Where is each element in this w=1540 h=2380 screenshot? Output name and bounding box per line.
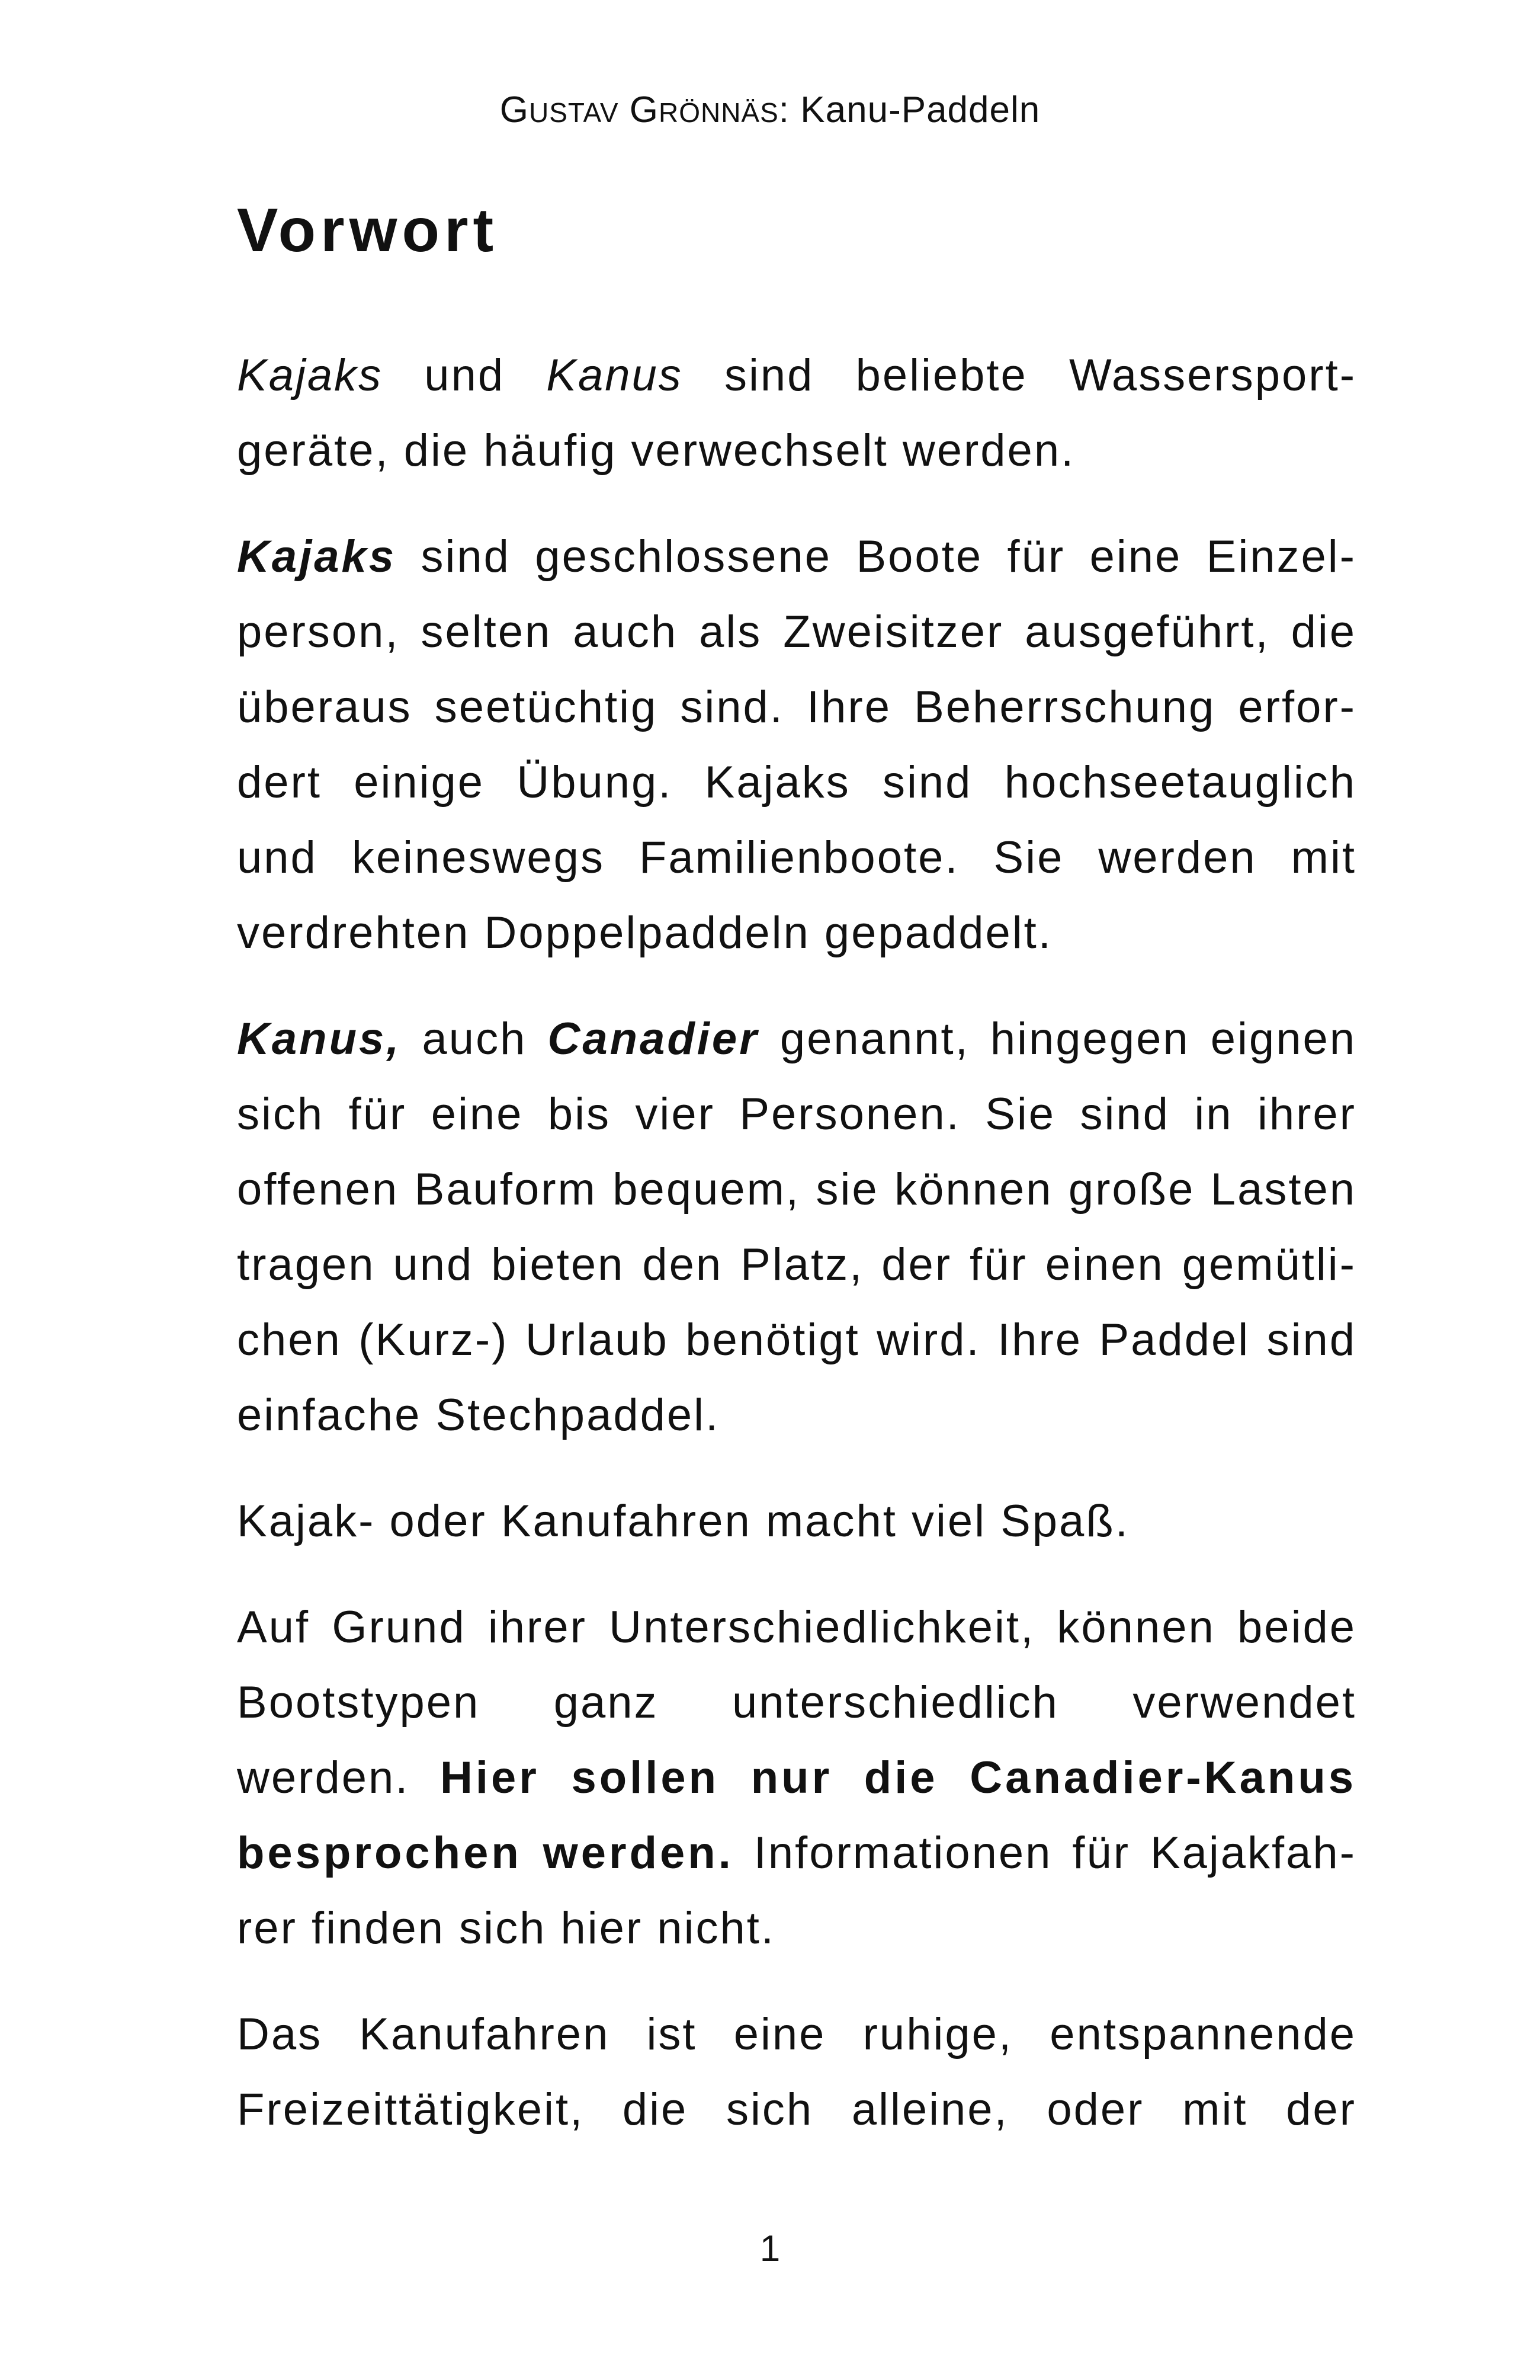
header-separator: : <box>778 89 790 130</box>
text-fragment: Informationen für Kajakfah- <box>733 1828 1356 1878</box>
page-number: 1 <box>759 2228 781 2269</box>
paragraph-3 <box>237 1001 1356 1453</box>
term-kanus: Kanus <box>546 350 683 401</box>
text-line: offenen Bauform bequem, sie können große Lasten <box>237 1164 1356 1215</box>
chapter-title: Vorwort <box>237 196 499 265</box>
emphasis-bold: besprochen werden. <box>237 1828 734 1878</box>
text-line: geräte, die häufig verwechselt werden. <box>237 425 1076 476</box>
paragraph-5 <box>237 1590 1356 1966</box>
text-line: tragen und bieten den Platz, der für einen gemütli- <box>237 1239 1356 1290</box>
term-kajaks: Kajaks <box>237 350 383 401</box>
text-line: Bootstypen ganz unterschiedlich verwendet <box>237 1677 1356 1728</box>
term-kajaks-bold: Kajaks <box>237 531 397 582</box>
author-first-initial: G <box>499 89 529 130</box>
paragraph-4 <box>237 1484 1356 1559</box>
text-line: person, selten auch als Zweisitzer ausgeführt, die <box>237 607 1356 657</box>
text-line: Kajak- oder Kanufahren macht viel Spaß. <box>237 1496 1130 1546</box>
book-title: Kanu-Paddeln <box>800 89 1041 130</box>
text-line: rer finden sich hier nicht. <box>237 1903 775 1953</box>
text-line: sich für eine bis vier Personen. Sie sind in ihrer <box>237 1089 1356 1139</box>
running-header <box>0 89 1540 131</box>
text-line: Auf Grund ihrer Unterschiedlichkeit, können beide <box>237 1602 1356 1652</box>
text-line: überaus seetüchtig sind. Ihre Beherrschung erfor- <box>237 682 1356 732</box>
paragraph-1 <box>237 338 1356 488</box>
text-line: und keineswegs Familienboote. Sie werden mit <box>237 832 1356 883</box>
paragraph-6 <box>237 1997 1356 2147</box>
text-line <box>237 338 1356 413</box>
text-fragment: sind beliebte Wassersport- <box>682 350 1356 401</box>
text-fragment: und <box>383 350 547 401</box>
text-line <box>237 519 1356 594</box>
author-first-rest: USTAV <box>528 97 619 128</box>
author-last-initial: G <box>629 89 659 130</box>
term-canadier-bold: Canadier <box>547 1014 759 1064</box>
text-fragment: auch <box>401 1014 548 1064</box>
text-line <box>237 1815 1356 1891</box>
text-line: einfache Stechpaddel. <box>237 1390 720 1440</box>
text-line <box>237 1001 1356 1077</box>
body-text <box>237 338 1356 2178</box>
paragraph-2 <box>237 519 1356 970</box>
author-last-rest: RÖNNÄS <box>658 97 779 128</box>
text-line: chen (Kurz-) Urlaub benötigt wird. Ihre Paddel sind <box>237 1315 1356 1365</box>
text-line: verdrehten Doppelpaddeln gepaddelt. <box>237 908 1053 958</box>
text-fragment: genannt, hingegen eignen <box>759 1014 1356 1064</box>
term-kanus-bold: Kanus, <box>237 1014 402 1064</box>
text-line: Freizeittätigkeit, die sich alleine, oder mit der <box>237 2084 1356 2135</box>
text-fragment: sind geschlossene Boote für eine Einzel- <box>396 531 1356 582</box>
emphasis-bold: Hier sollen nur die Canadier-Kanus <box>440 1753 1357 1803</box>
text-line <box>237 1740 1356 1815</box>
text-line: dert einige Übung. Kajaks sind hochseetauglich <box>237 757 1356 808</box>
text-fragment: werden. <box>237 1753 441 1803</box>
text-line: Das Kanufahren ist eine ruhige, entspannende <box>237 2009 1356 2059</box>
